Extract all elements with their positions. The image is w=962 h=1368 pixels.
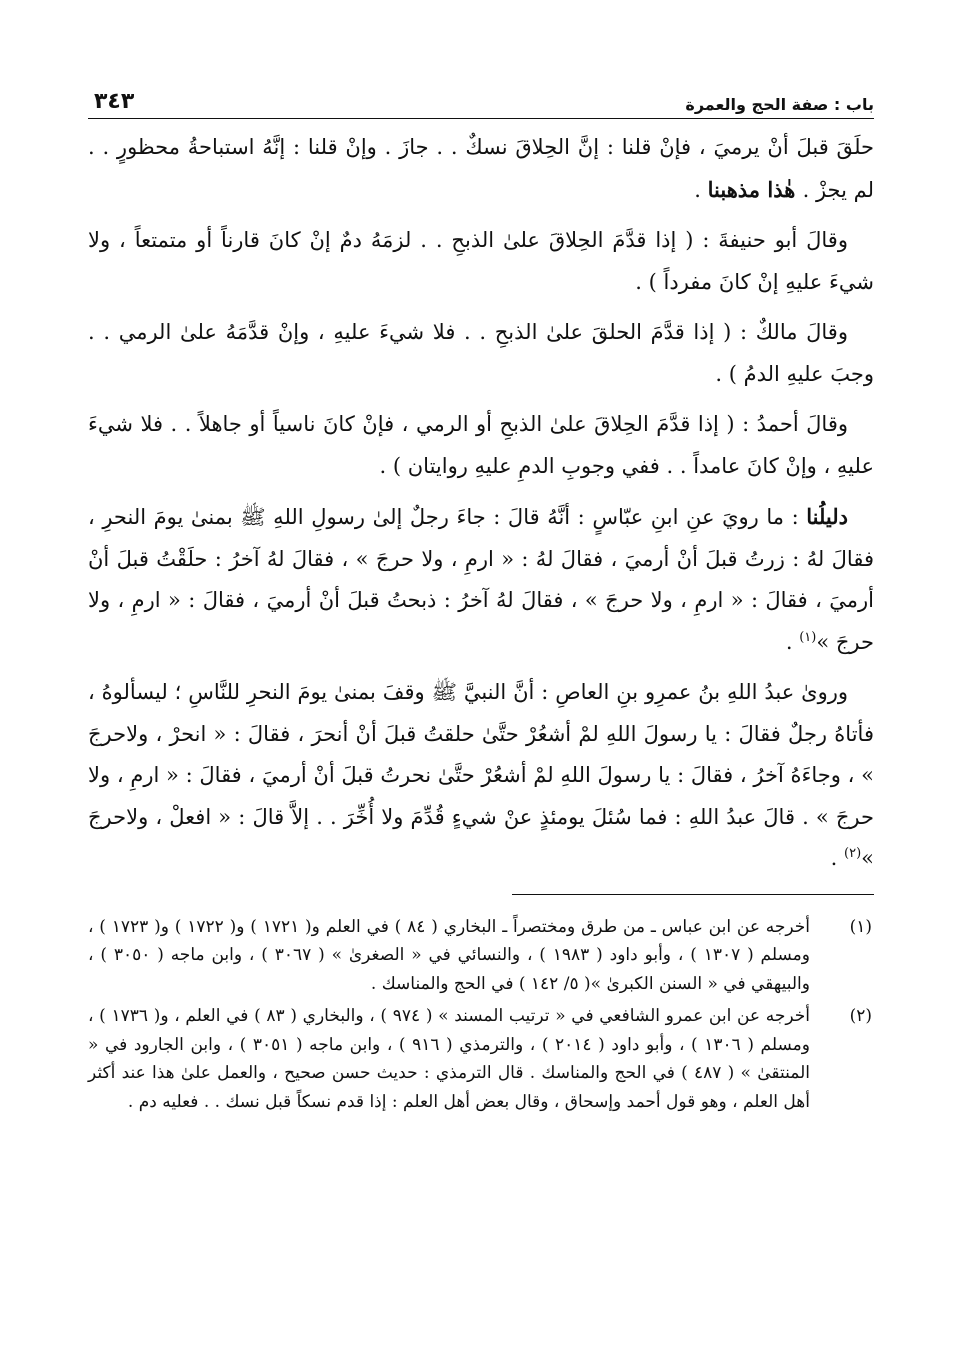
paragraph-tail: .: [694, 177, 708, 202]
running-title: باب : صفة الحج والعمرة: [685, 95, 874, 114]
footnote-text: أخرجه عن ابن عمرو الشافعي في « ترتيب المسند » ( ٩٧٤ ) ، والبخاري ( ٨٣ ) في العلم ، و( ١٧٣٦ ) ، ومسلم ( ١٣٠٦ ) ، وأبو داود ( ٢٠١٤ ) ، والترمذي ( ٩١٦ ) ، وابن ماجه ( ٣٠٥١ ) ، وابن الجارود في « المنتقىٰ » ( ٤٨٧ ) في الحج والمناسك . قال الترمذي : حديث حسن صحيح ، والعمل علىٰ هذا عند أكثر أهل العلم ، وهو قول أحمد وإسحاق ، وقال بعض أهل العلم : إذا قدم نسكاً قبل نسك . . فعليه دم .: [88, 1006, 810, 1112]
paragraph: [88, 496, 874, 663]
page-number: ٣٤٣: [94, 89, 135, 114]
footnote-number: (٢): [849, 1006, 872, 1026]
paragraph-bold-tail: هٰذا مذهبنا: [707, 176, 803, 202]
paragraph-text: : ما رويَ عنِ ابنِ عبّاسٍ : أنَّهُ قالَ : جاءَ رجلٌ إلىٰ رسولِ اللهِ ﷺ بمنىٰ يومَ النحرِ ، فقالَ لهُ : زرتُ قبلَ أنْ أرميَ ، فقالَ لهُ : « ارمِ ، ولا حرجَ » ، فقالَ لهُ آخرُ : حلَقْتُ قبلَ أنْ أرميَ ، فقالَ : « ارمِ ، ولا حرجَ » ، فقالَ لهُ آخرُ : ذبحتُ قبلَ أنْ أرميَ ، فقالَ : « ارمِ ، ولا حرجَ »: [88, 505, 874, 654]
paragraph: [88, 404, 874, 487]
main-text: [88, 127, 874, 880]
footnote: [88, 913, 874, 999]
paragraph-tail: .: [785, 629, 800, 654]
paragraph-text: حلَقَ قبلَ أنْ يرميَ ، فإنْ قلنا : إنَّ الحِلاقَ نسكٌ . . جازَ . وإنْ قلنا : إنَّهُ استباحةُ محظورٍ . . لم يجزْ .: [88, 135, 874, 202]
paragraph-text: وقالَ أبو حنيفةَ : ( إذا قدَّمَ الحِلاقَ علىٰ الذبحِ . . لزمَهُ دمٌ إنْ كانَ قارناً أو متمتعاً ، ولا شيءَ عليهِ إنْ كانَ مفرداً ) .: [88, 228, 874, 294]
paragraph-tail: .: [830, 846, 844, 870]
paragraph-text: وروىٰ عبدُ اللهِ بنُ عمرِو بنِ العاصِ : أنَّ النبيَّ ﷺ وقفَ بمنىٰ يومَ النحرِ للنَّاسِ ؛ ليسألوهُ ، فأتاهُ رجلٌ فقالَ : يا رسولَ اللهِ لمْ أشعُرْ حتَّىٰ حلقتُ قبلَ أنْ أنحرَ ، فقالَ : « انحرْ ، ولاحرجَ » ، وجاءَهُ آخرُ ، فقالَ : يا رسولَ اللهِ لمْ أشعُرْ حتَّىٰ نحرتُ قبلَ أنْ أرميَ ، فقالَ : « ارمِ ، ولا حرجَ » . قالَ عبدُ اللهِ : فما سُئلَ يومئذٍ عنْ شيءٍ قُدِّمَ ولا أُخِّرَ . . إلاَّ قالَ : « افعلْ ، ولاحرجَ »: [88, 680, 874, 870]
footnote-reference[interactable]: (١): [799, 629, 817, 645]
footnote: [88, 1002, 874, 1116]
book-page: [88, 80, 874, 1120]
paragraph: [88, 127, 874, 211]
footnote-text: أخرجه عن ابن عباس ـ من طرق ومختصراً ـ البخاري ( ٨٤ ) في العلم و( ١٧٢١ ) و( ١٧٢٢ ) و( ١٧٢٣ ) ، ومسلم ( ١٣٠٧ ) ، وأبو داود ( ١٩٨٣ ) ، والنسائي في « الصغرىٰ » ( ٣٠٦٧ ) ، وابن ماجه ( ٣٠٥٠ ) ، والبيهقي في « السنن الكبرىٰ »( ٥/ ١٤٢ ) في الحج والمناسك .: [88, 916, 811, 994]
paragraph-bold-head: دليلُنا: [806, 504, 848, 529]
footnote-number: (١): [849, 916, 872, 937]
page-header: [88, 80, 874, 119]
paragraph: [88, 220, 874, 303]
footnotes: [88, 913, 874, 1117]
paragraph-text: وقالَ مالكٌ : ( إذا قدَّمَ الحلقَ علىٰ الذبحِ . . فلا شيءَ عليهِ ، وإنْ قدَّمَهُ علىٰ الرمي . . وجبَ عليهِ الدمُ ) .: [88, 320, 874, 386]
footnote-reference[interactable]: (٢): [844, 846, 862, 861]
footnote-divider: [512, 894, 874, 895]
paragraph: [88, 672, 874, 880]
paragraph: [88, 312, 874, 395]
paragraph-text: وقالَ أحمدُ : ( إذا قدَّمَ الحِلاقَ علىٰ الذبحِ أو الرمي ، فإنْ كانَ ناسياً أو جاهلاً . . فلا شيءَ عليهِ ، وإنْ كانَ عامداً . . ففي وجوبِ الدمِ عليهِ روايتان ) .: [88, 412, 874, 478]
